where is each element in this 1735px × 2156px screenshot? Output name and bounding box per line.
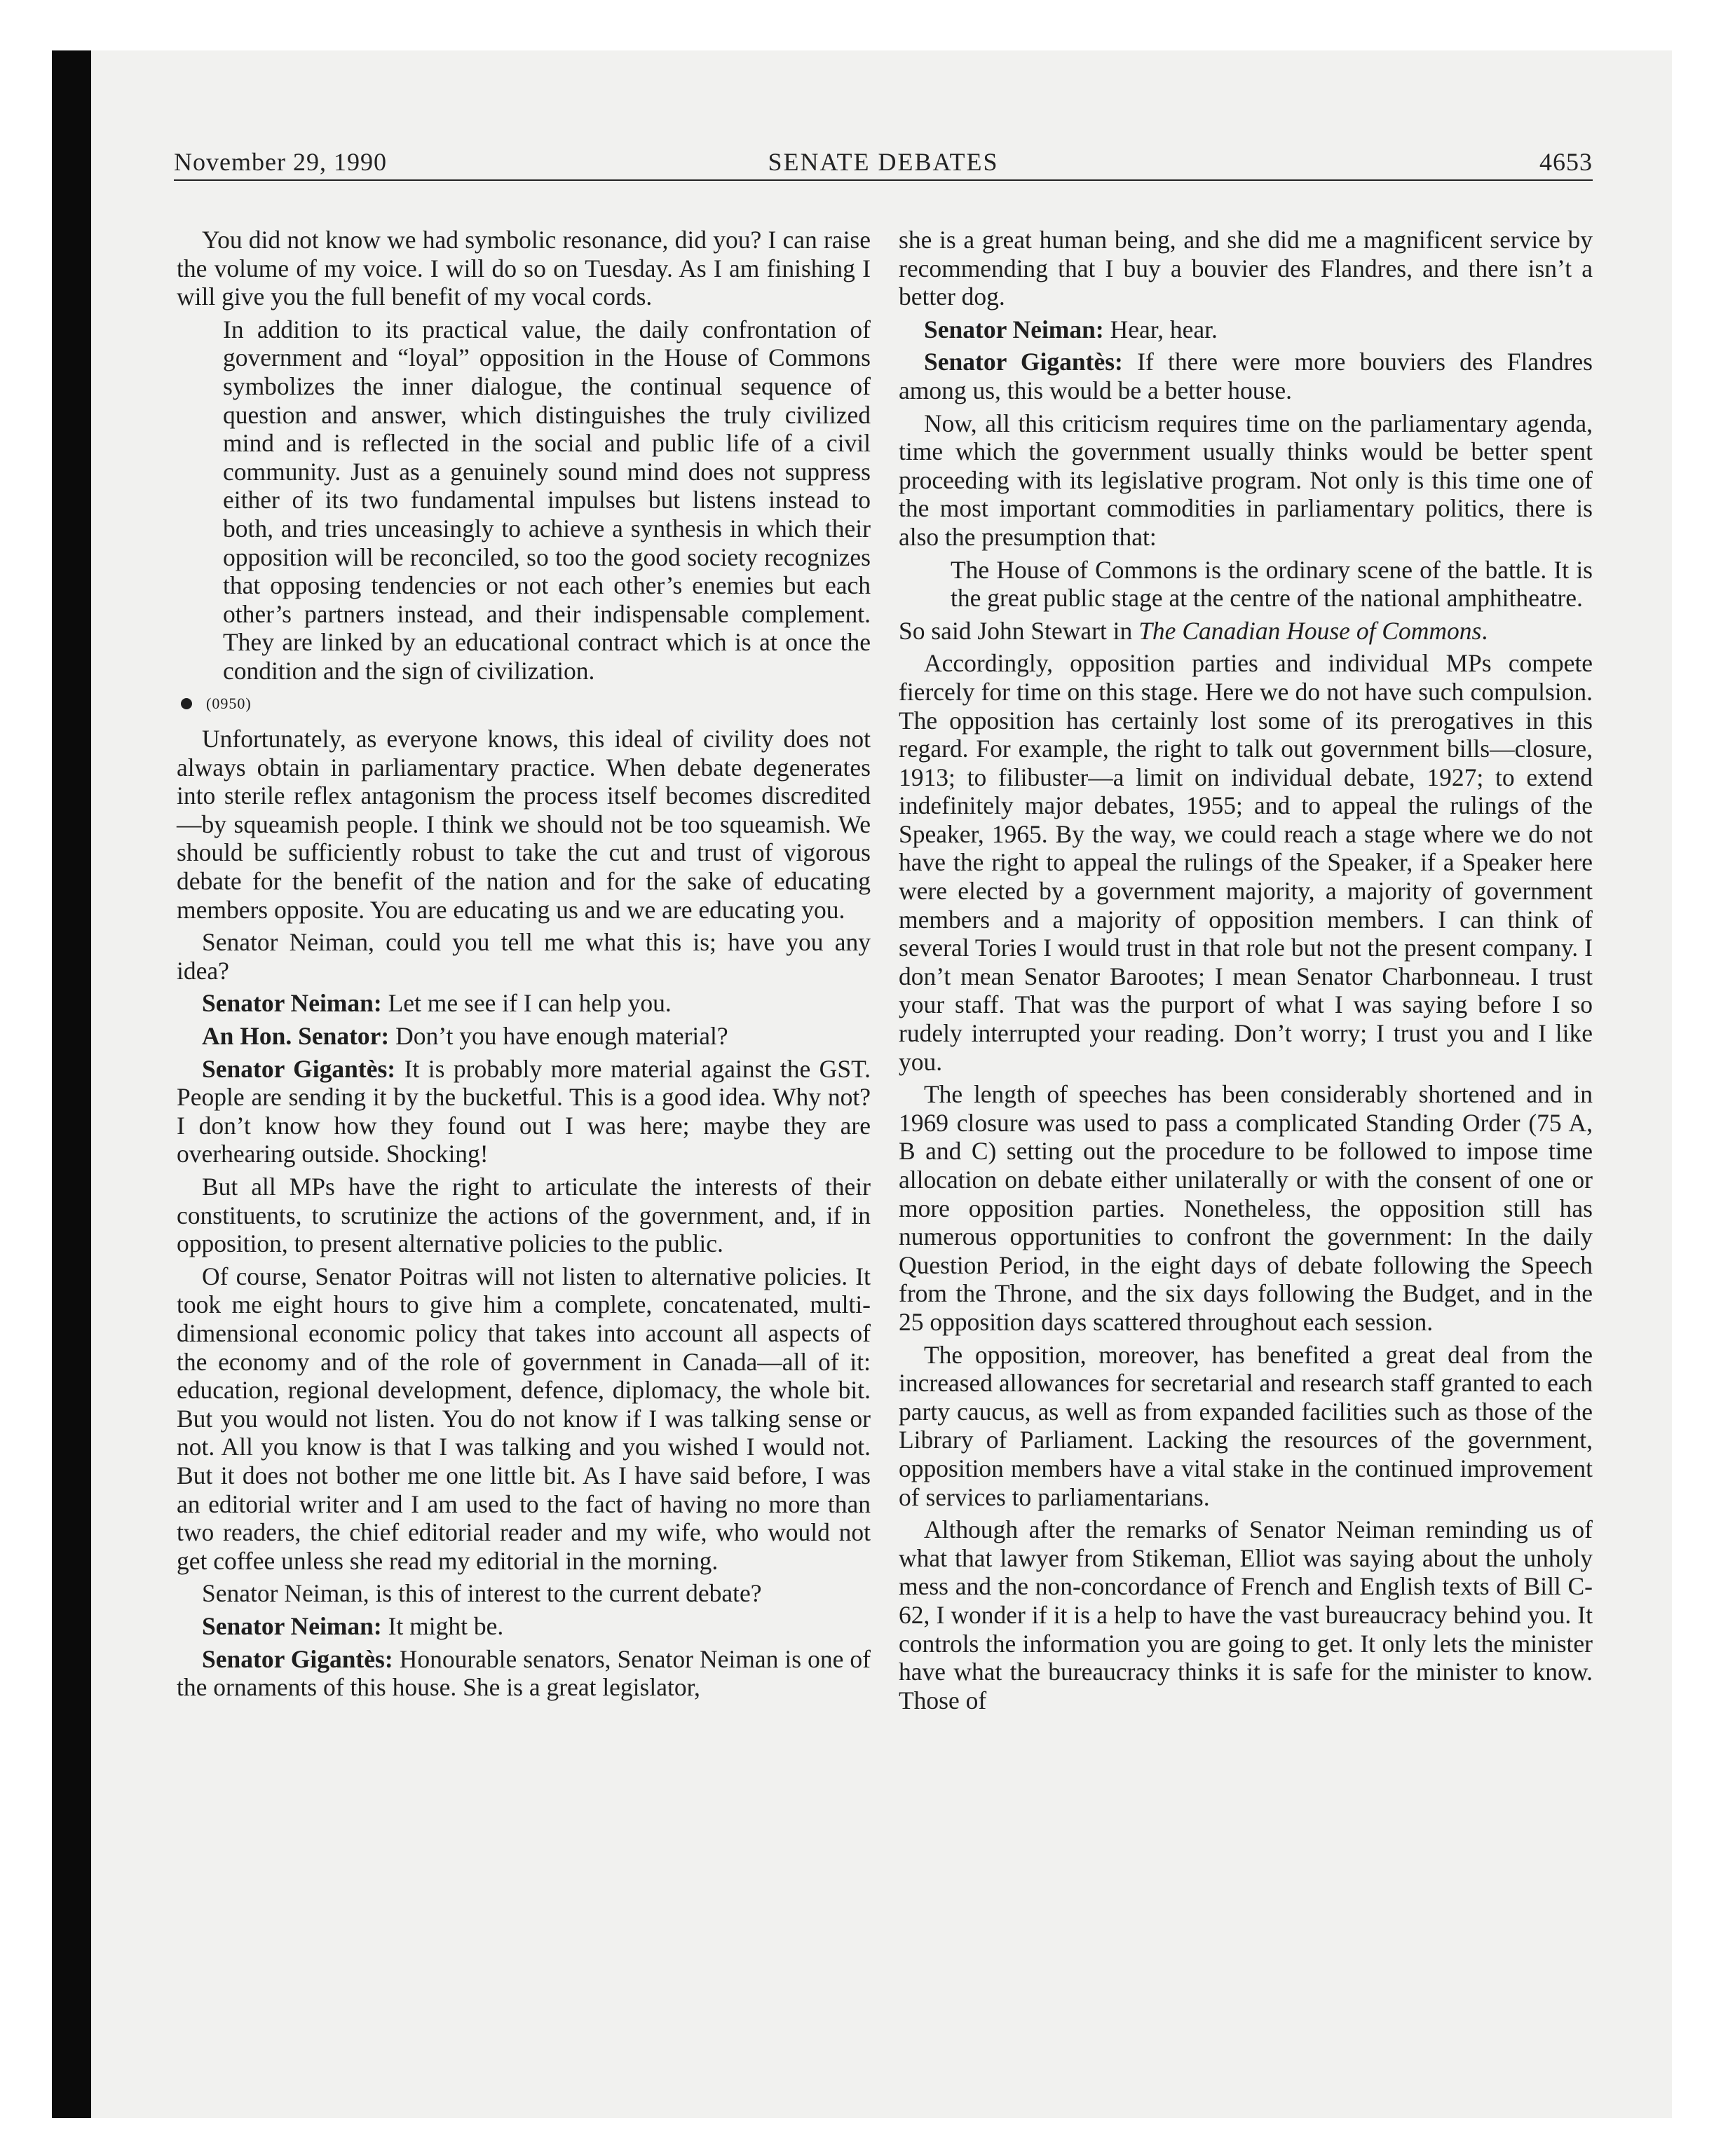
speech-text: If there were more bouviers des Flandres among us, this would be a better house. <box>899 348 1593 404</box>
bullet-icon <box>181 698 192 709</box>
paragraph: Of course, Senator Poitras will not listen to alternative policies. It took me eight hours to give him a complete, concatenated, multi-dimensional economic policy that takes into account all aspects of the economy and of the role of government in Canada—all of it: education, regional development, defence, diplomacy, the whole bit. But you would not listen. You do not know if I was talking sense or not. All you know is that I was talking and you wished I would not. But it does not bother me one little bit. As I have said before, I was an editorial writer and I am used to the fact of having no more than two readers, the chief editorial reader and my wife, who would not get coffee unless she read my editorial in the morning. <box>177 1262 871 1575</box>
paragraph: she is a great human being, and she did me a magnificent service by recommending that I buy a bouvier des Flandres, and there isn’t a better dog. <box>899 226 1593 311</box>
time-marker <box>177 690 871 718</box>
paragraph: The opposition, moreover, has benefited a great deal from the increased allowances for secretarial and research staff granted to each party caucus, as well as from expanded facilities such as those of the Library of Parliament. Lacking the resources of the government, opposition members have a vital stake in the continued improvement of services to parliamentarians. <box>899 1340 1593 1511</box>
speaker-name: Senator Gigantès: <box>924 348 1123 376</box>
left-column <box>177 226 871 1706</box>
header-title: SENATE DEBATES <box>768 148 999 176</box>
quote-text: In addition to its practical value, the daily confrontation of government and “loyal” opposition in the House of Commons symbolizes the inner dialogue, the continual sequence of question and answer, which distinguishes the truly civilized mind and is reflected in the social and public life of a civil community. Just as a genuinely sound mind does not suppress either of its two fundamental impulses but listens instead to both, and tries unceasingly to achieve a synthesis in which their opposition will be reconciled, so too the good society recognizes that opposing tendencies or not each other’s enemies but each other’s partners instead, and their indispensable complement. They are linked by an educational contract which is at once the condition and the sign of civilization. <box>223 315 871 685</box>
speech-text: Don’t you have enough material? <box>389 1022 728 1051</box>
speech <box>177 1612 871 1641</box>
speech <box>177 1645 871 1702</box>
paragraph: Now, all this criticism requires time on the parliamentary agenda, time which the government usually thinks would be better spent proceeding with its legislative program. Not only is this time one of the most important commodities in parliamentary politics, there is also the presumption that: <box>899 409 1593 551</box>
speaker-name: Senator Neiman: <box>924 315 1104 343</box>
quote-text: The House of Commons is the ordinary scene of the battle. It is the great public stage at the centre of the national amphitheatre. <box>951 555 1593 613</box>
time-marker-label: (0950) <box>206 694 252 712</box>
running-header <box>174 146 1593 181</box>
citation-text: So said John Stewart in <box>899 616 1139 645</box>
speech <box>177 1055 871 1168</box>
paragraph: Although after the remarks of Senator Neiman reminding us of what that lawyer from Stikeman, Elliot was saying about the unholy mess and the non-concordance of French and English texts of Bill C-62, I wonder if it is a help to have the vast bureaucracy behind you. It controls the information you are going to get. It only lets the minister have what the bureaucracy thinks it is safe for the minister to know. Those of <box>899 1515 1593 1714</box>
speaker-name: Senator Neiman: <box>202 989 382 1018</box>
paragraph: Senator Neiman, is this of interest to the current debate? <box>202 1579 762 1608</box>
book-title: The Canadian House of Commons <box>1138 616 1482 645</box>
speaker-name: Senator Gigantès: <box>202 1644 393 1673</box>
speaker-name: Senator Gigantès: <box>202 1054 396 1083</box>
header-date: November 29, 1990 <box>174 148 387 176</box>
speaker-name: An Hon. Senator: <box>202 1022 390 1051</box>
speech-text: Let me see if I can help you. <box>381 989 672 1018</box>
paragraph: The length of speeches has been considerably shortened and in 1969 closure was used to pass a complicated Standing Order (75 A, B and C) setting out the procedure to be followed to impose time allocation on debate either unilaterally or with the consent of one or more opposition parties. Nonetheless, the opposition still has numerous opportunities to confront the government: In the daily Question Period, in the eight days of debate following the Speech from the Throne, and the six days following the Budget, and in the 25 opposition days scattered throughout each session. <box>899 1080 1593 1336</box>
block-quote <box>223 315 871 685</box>
right-column <box>899 226 1593 1719</box>
page-number: 4653 <box>1539 148 1593 176</box>
paragraph: You did not know we had symbolic resonance, did you? I can raise the volume of my voice. I will do so on Tuesday. As I am finishing I will give you the full benefit of my vocal cords. <box>177 226 871 311</box>
speech-text: Hear, hear. <box>1103 315 1218 343</box>
speech <box>899 315 1593 344</box>
paragraph: But all MPs have the right to articulate the interests of their constituents, to scrutinize the actions of the government, and, if in opposition, to present alternative policies to the public. <box>177 1173 871 1258</box>
block-quote <box>951 556 1593 613</box>
speaker-name: Senator Neiman: <box>202 1611 382 1640</box>
speech-text: Honourable senators, Senator Neiman is one of the ornaments of this house. She is a great legislator, <box>177 1644 871 1702</box>
speech <box>177 989 871 1018</box>
paragraph: Accordingly, opposition parties and individual MPs compete fiercely for time on this stage. Here we do not have such compulsion. The opposition has certainly lost some of its prerogatives in this regard. For example, the right to talk out government bills—closure, 1913; to filibuster—a limit on individual debate, 1927; to extend indefinitely major debates, 1955; and to appeal the rulings of the Speaker, 1965. By the way, we could reach a stage where we do not have the right to appeal the rulings of the Speaker, if a Speaker here were elected by a government majority, a majority of government members and a majority of opposition members. I can think of several Tories I would trust in that role but not the present company. I don’t mean Senator Barootes; I mean Senator Charbonneau. I trust your staff. That was the purport of what I was saying before I so rudely interrupted your reading. Don’t worry; I trust you and I like you. <box>899 649 1593 1076</box>
speech-text: It might be. <box>381 1611 504 1640</box>
paragraph: Unfortunately, as everyone knows, this ideal of civility does not always obtain in parliamentary practice. When debate degenerates into sterile reflex antagonism the process itself becomes discredited—by squeamish people. I think we should not be too squeamish. We should be sufficiently robust to take the cut and trust of vigorous debate for the benefit of the nation and for the sake of educating members opposite. You are educating us and we are educating you. <box>177 725 871 924</box>
scan-border <box>52 50 91 2118</box>
paragraph: Senator Neiman, could you tell me what this is; have you any idea? <box>177 928 871 985</box>
citation <box>899 617 1593 646</box>
speech <box>177 1022 871 1051</box>
speech-text: It is probably more material against the GST. People are sending it by the bucketful. This is a good idea. Why not? I don’t know how they found out I was here; maybe they are overhearing outside. Shocking! <box>177 1054 871 1168</box>
speech <box>899 348 1593 404</box>
citation-end: . <box>1481 616 1488 645</box>
